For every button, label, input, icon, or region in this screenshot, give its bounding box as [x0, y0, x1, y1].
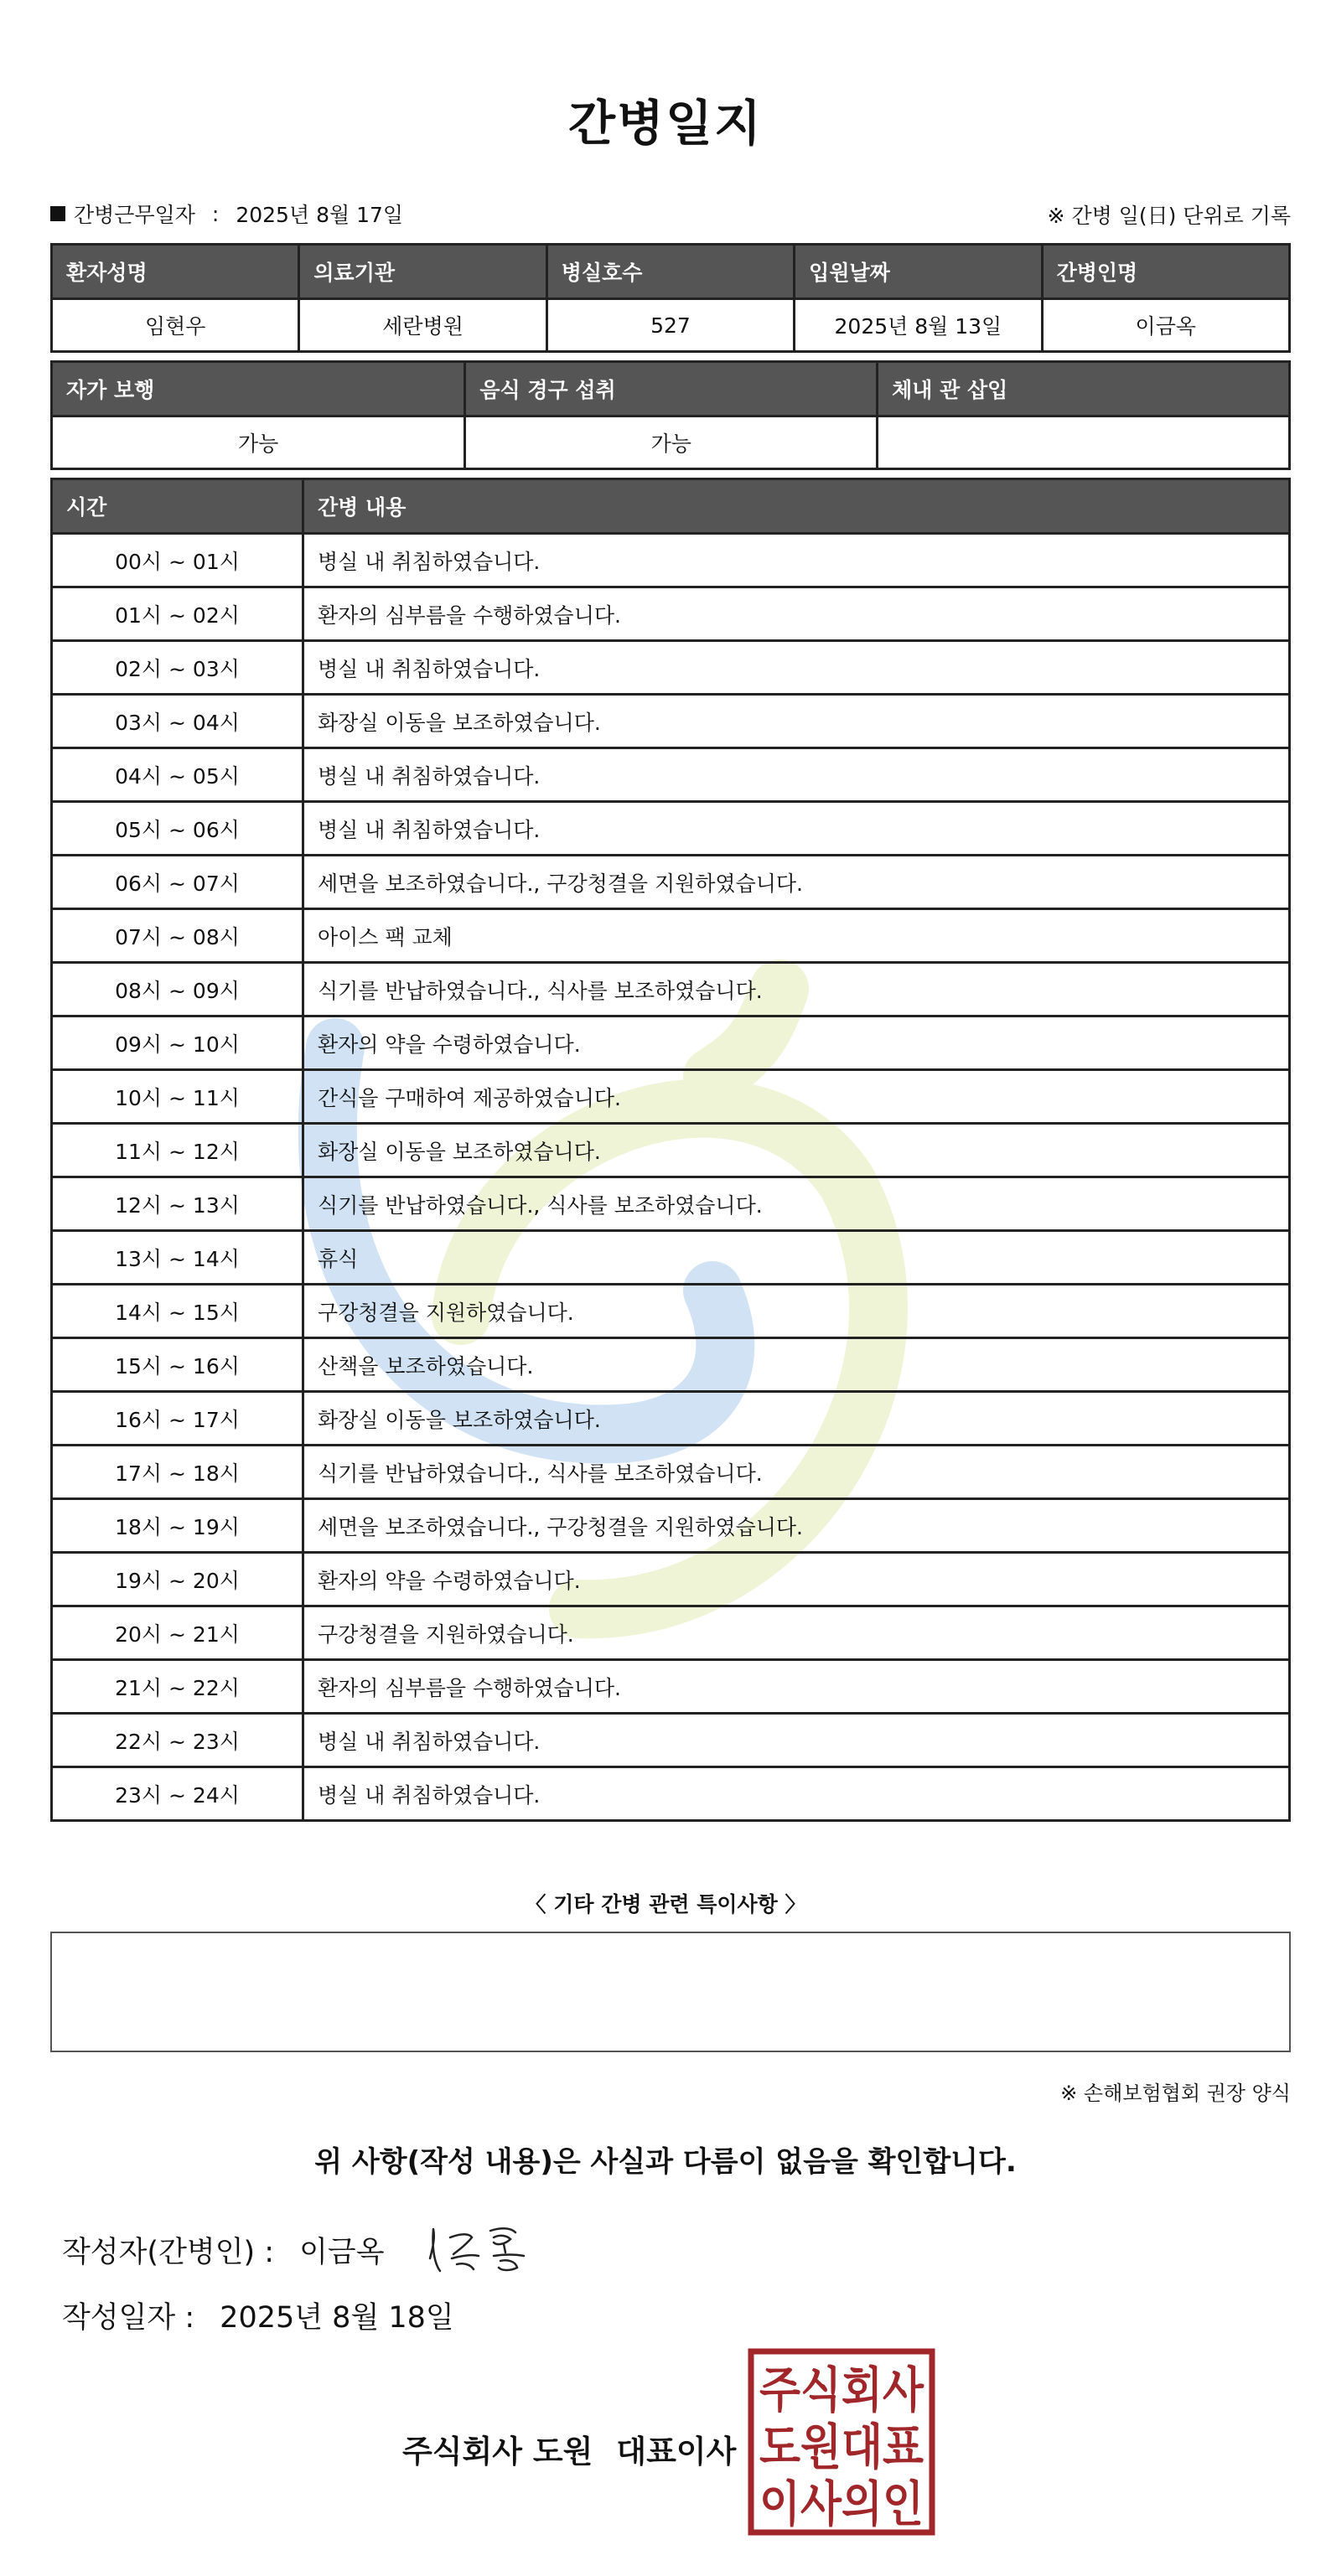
care-content: 세면을 보조하였습니다., 구강청결을 지원하였습니다.: [303, 1499, 1290, 1553]
table-row: [52, 1124, 1290, 1177]
care-content: 식기를 반납하였습니다., 식사를 보조하였습니다.: [303, 1177, 1290, 1231]
care-content: 환자의 약을 수령하였습니다.: [303, 1553, 1290, 1606]
document-title: 간병일지: [567, 95, 764, 152]
time-slot: 23시 ~ 24시: [52, 1767, 303, 1821]
handwritten-signature: [423, 2212, 549, 2279]
caregiver-name: 이금옥: [1042, 299, 1289, 352]
table-row: [52, 1714, 1290, 1767]
table-row: [52, 909, 1290, 963]
patient-status-table: [50, 360, 1291, 470]
table-row: [52, 1285, 1290, 1338]
care-content: 병실 내 취침하였습니다.: [303, 1714, 1290, 1767]
care-content: 화장실 이동을 보조하였습니다.: [303, 1124, 1290, 1177]
time-slot: 05시 ~ 06시: [52, 802, 303, 856]
care-content: 아이스 팩 교체: [303, 909, 1290, 963]
care-content: 병실 내 취침하였습니다.: [303, 534, 1290, 587]
table-row: [52, 1446, 1290, 1499]
table-row: [52, 1499, 1290, 1553]
table-row: [52, 695, 1290, 748]
header-patient-name: 환자성명: [52, 245, 299, 299]
header-caregiver-name: 간병인명: [1042, 245, 1289, 299]
seal-text: 이사의인: [759, 2475, 924, 2532]
table-row: [52, 1177, 1290, 1231]
time-slot: 03시 ~ 04시: [52, 695, 303, 748]
write-date-label: 작성일자 :: [62, 2301, 195, 2335]
time-slot: 14시 ~ 15시: [52, 1285, 303, 1338]
header-care-content: 간병 내용: [303, 479, 1290, 534]
association-note: ※ 손해보험협회 권장 양식: [1060, 2082, 1291, 2105]
table-row: [52, 748, 1290, 802]
time-slot: 19시 ~ 20시: [52, 1553, 303, 1606]
time-slot: 17시 ~ 18시: [52, 1446, 303, 1499]
square-bullet-icon: [50, 206, 65, 221]
care-content: 환자의 약을 수령하였습니다.: [303, 1016, 1290, 1070]
header-room-number: 병실호수: [546, 245, 794, 299]
time-slot: 10시 ~ 11시: [52, 1070, 303, 1124]
self-walking-value: 가능: [52, 416, 465, 469]
time-slot: 09시 ~ 10시: [52, 1016, 303, 1070]
room-number: 527: [546, 299, 794, 352]
header-self-walking: 자가 보행: [52, 362, 465, 416]
care-content: 휴식: [303, 1231, 1290, 1285]
write-date-value: 2025년 8월 18일: [220, 2301, 454, 2335]
time-slot: 22시 ~ 23시: [52, 1714, 303, 1767]
care-content: 구강청결을 지원하였습니다.: [303, 1606, 1290, 1660]
header-time: 시간: [52, 479, 303, 534]
table-row: [52, 1338, 1290, 1392]
company-seal: [746, 2346, 937, 2537]
write-date-line: [62, 2294, 454, 2336]
care-log-table: [50, 478, 1291, 1822]
care-content: 환자의 심부름을 수행하였습니다.: [303, 587, 1290, 641]
time-slot: 18시 ~ 19시: [52, 1499, 303, 1553]
care-content: 병실 내 취침하였습니다.: [303, 802, 1290, 856]
care-content: 식기를 반납하였습니다., 식사를 보조하였습니다.: [303, 963, 1290, 1016]
time-slot: 04시 ~ 05시: [52, 748, 303, 802]
time-slot: 11시 ~ 12시: [52, 1124, 303, 1177]
care-content: 구강청결을 지원하였습니다.: [303, 1285, 1290, 1338]
table-row: [52, 802, 1290, 856]
work-date-separator: :: [211, 201, 220, 226]
care-content: 식기를 반납하였습니다., 식사를 보조하였습니다.: [303, 1446, 1290, 1499]
table-row: [52, 1016, 1290, 1070]
care-content: 병실 내 취침하였습니다.: [303, 641, 1290, 695]
care-content: 산책을 보조하였습니다.: [303, 1338, 1290, 1392]
patient-name: 임현우: [52, 299, 299, 352]
header-oral-intake: 음식 경구 섭취: [465, 362, 878, 416]
time-slot: 16시 ~ 17시: [52, 1392, 303, 1446]
time-slot: 06시 ~ 07시: [52, 856, 303, 909]
care-content: 화장실 이동을 보조하였습니다.: [303, 1392, 1290, 1446]
tube-insertion-value: [878, 416, 1290, 469]
time-slot: 02시 ~ 03시: [52, 641, 303, 695]
seal-text: 도원대표: [759, 2418, 924, 2475]
care-content: 병실 내 취침하였습니다.: [303, 748, 1290, 802]
header-tube-insertion: 체내 관 삽입: [878, 362, 1290, 416]
time-slot: 12시 ~ 13시: [52, 1177, 303, 1231]
care-content: 세면을 보조하였습니다., 구강청결을 지원하였습니다.: [303, 856, 1290, 909]
writer-name: 이금옥: [299, 2236, 385, 2269]
writer-label: 작성자(간병인) :: [62, 2236, 275, 2269]
care-content: 간식을 구매하여 제공하였습니다.: [303, 1070, 1290, 1124]
table-row: [52, 1392, 1290, 1446]
header-admission-date: 입원날짜: [795, 245, 1042, 299]
company-signature-line: [402, 2426, 736, 2471]
writer-line: [62, 2229, 385, 2271]
care-content: 병실 내 취침하였습니다.: [303, 1767, 1290, 1821]
patient-info-table: [50, 243, 1291, 353]
time-slot: 21시 ~ 22시: [52, 1660, 303, 1714]
oral-intake-value: 가능: [465, 416, 878, 469]
table-row: [52, 641, 1290, 695]
table-row: [52, 963, 1290, 1016]
table-row: [52, 1070, 1290, 1124]
table-row: [52, 1231, 1290, 1285]
time-slot: 13시 ~ 14시: [52, 1231, 303, 1285]
admission-date: 2025년 8월 13일: [795, 299, 1042, 352]
confirmation-statement: 위 사항(작성 내용)은 사실과 다름이 없음을 확인합니다.: [314, 2145, 1017, 2179]
hospital-name: 세란병원: [299, 299, 546, 352]
header-hospital: 의료기관: [299, 245, 546, 299]
work-date-value: 2025년 8월 17일: [236, 203, 404, 227]
company-title: 대표이사: [616, 2434, 737, 2470]
care-log-body: [52, 534, 1290, 1821]
table-row: [52, 1606, 1290, 1660]
seal-text: 주식회사: [759, 2361, 924, 2418]
time-slot: 00시 ~ 01시: [52, 534, 303, 587]
company-name: 주식회사 도원: [402, 2434, 593, 2470]
time-slot: 08시 ~ 09시: [52, 963, 303, 1016]
time-slot: 07시 ~ 08시: [52, 909, 303, 963]
remarks-box: [50, 1932, 1291, 2052]
time-slot: 20시 ~ 21시: [52, 1606, 303, 1660]
remarks-title: 〈 기타 간병 관련 특이사항 〉: [525, 1892, 806, 1916]
table-row: [52, 856, 1290, 909]
table-row: [52, 587, 1290, 641]
unit-note: ※ 간병 일(日) 단위로 기록: [1047, 204, 1291, 228]
table-row: [52, 1660, 1290, 1714]
work-date: [50, 199, 403, 229]
work-date-label: 간병근무일자: [74, 203, 195, 227]
table-row: [52, 534, 1290, 587]
table-row: [52, 1767, 1290, 1821]
time-slot: 01시 ~ 02시: [52, 587, 303, 641]
table-row: [52, 1553, 1290, 1606]
time-slot: 15시 ~ 16시: [52, 1338, 303, 1392]
care-content: 환자의 심부름을 수행하였습니다.: [303, 1660, 1290, 1714]
care-content: 화장실 이동을 보조하였습니다.: [303, 695, 1290, 748]
